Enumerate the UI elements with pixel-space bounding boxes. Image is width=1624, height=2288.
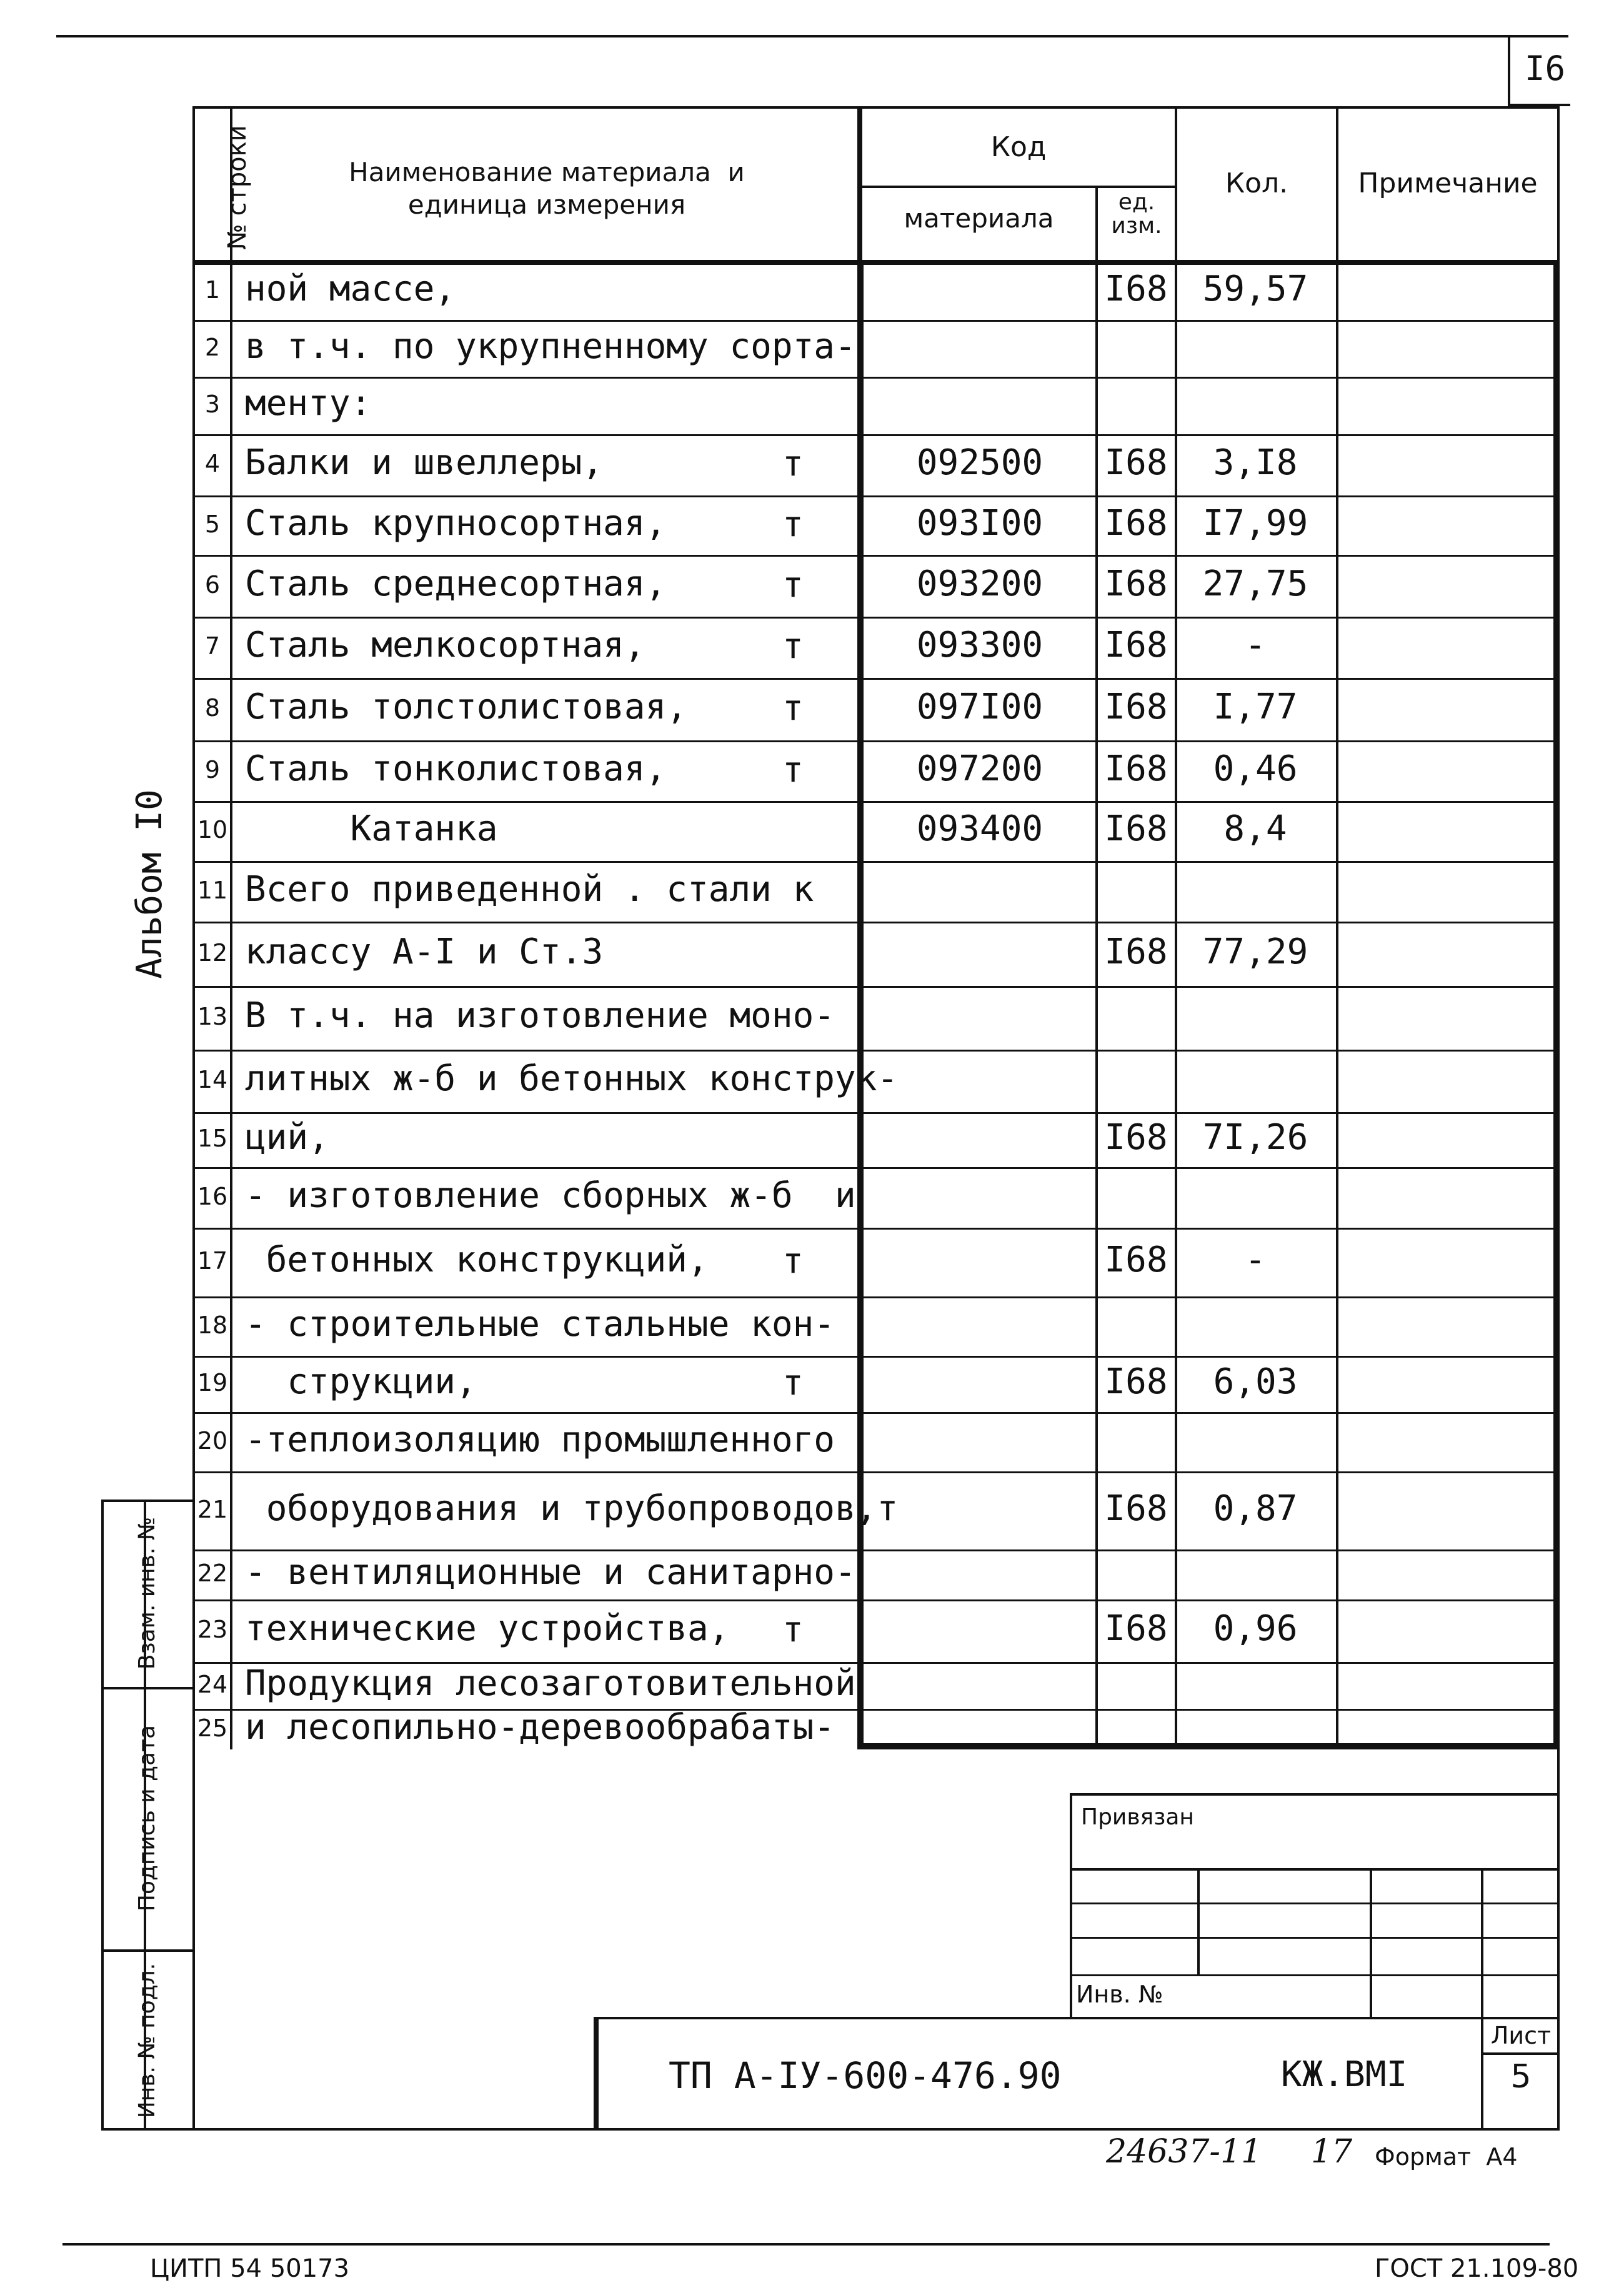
- row-separator: [192, 1599, 1560, 1601]
- material-name: Сталь мелкосортная,: [245, 625, 645, 665]
- row-separator: [192, 986, 1560, 988]
- inv-no-label: Инв. №: [1076, 1981, 1163, 2008]
- unit-code: I68: [1104, 1117, 1168, 1158]
- material-name: Балки и швеллеры,: [245, 442, 604, 483]
- unit-t: т: [782, 1363, 804, 1403]
- row-separator: [192, 1471, 1560, 1473]
- privyazan-row-4: [1070, 1974, 1560, 1976]
- unit-t: т: [782, 564, 804, 605]
- privyazan-col-3: [1481, 1868, 1483, 2018]
- privyazan-label: Привязан: [1081, 1804, 1194, 1830]
- stamp-vzam: Взам. инв. №: [134, 1516, 160, 1670]
- privyazan-row-1: [1070, 1868, 1560, 1871]
- stamp-top: [101, 1500, 194, 1502]
- doc-mark: КЖ.ВМI: [1281, 2054, 1408, 2095]
- material-name: Сталь тонколистовая,: [245, 748, 667, 789]
- quantity: 27,75: [1202, 563, 1308, 604]
- material-code: 092500: [916, 442, 1044, 483]
- page-number-box-line: [1508, 35, 1510, 105]
- unit-code: I68: [1104, 1488, 1168, 1529]
- quantity: I7,99: [1202, 502, 1308, 544]
- stamp-podpis: Подпись и дата: [134, 1724, 160, 1912]
- unit-code: I68: [1104, 502, 1168, 544]
- row-number: 1: [204, 276, 221, 304]
- album-label: Альбом I0: [129, 789, 170, 979]
- row-separator: [192, 1167, 1560, 1169]
- col-qty-line: [1336, 106, 1338, 1749]
- page-number: I6: [1525, 49, 1566, 88]
- row-number: 25: [197, 1714, 228, 1742]
- row-number: 18: [197, 1311, 228, 1339]
- unit-t: т: [782, 444, 804, 484]
- row-number: 2: [204, 333, 221, 361]
- heavy-frame-right: [1553, 260, 1560, 1749]
- bottom-frame: [192, 2128, 1560, 2131]
- quantity: I,77: [1213, 687, 1298, 727]
- row-separator: [192, 1112, 1560, 1114]
- row-separator: [192, 1228, 1560, 1230]
- row-number: 7: [204, 632, 221, 660]
- sheet-label-line: [1481, 2052, 1560, 2055]
- quantity: 0,96: [1213, 1608, 1298, 1649]
- quantity: 6,03: [1213, 1361, 1298, 1402]
- header-name: Наименование материала и единица измерения: [349, 157, 745, 220]
- material-name: струкции,: [245, 1361, 477, 1402]
- row-separator: [192, 678, 1560, 680]
- row-number: 21: [197, 1495, 228, 1523]
- unit-code: I68: [1104, 563, 1168, 604]
- unit-code: I68: [1104, 808, 1168, 849]
- quantity: 59,57: [1202, 269, 1308, 309]
- quantity: 0,87: [1213, 1488, 1298, 1529]
- row-number: 6: [204, 570, 221, 599]
- footer-line: [62, 2243, 1550, 2246]
- row-number: 22: [197, 1559, 228, 1587]
- title-block-top: [594, 2017, 1560, 2019]
- row-separator: [192, 434, 1560, 436]
- quantity: -: [1245, 625, 1266, 665]
- material-name: - строительные стальные кон-: [245, 1303, 835, 1345]
- top-frame-line: [56, 35, 1568, 37]
- row-separator: [192, 861, 1560, 863]
- material-name: классу А-I и Ст.3: [245, 931, 604, 972]
- unit-t: т: [782, 688, 804, 729]
- footer-left: ЦИТП 54 50173: [150, 2254, 350, 2283]
- row-separator: [192, 377, 1560, 379]
- quantity: 0,46: [1213, 748, 1298, 789]
- row-number: 19: [197, 1369, 228, 1396]
- row-separator: [192, 617, 1560, 619]
- header-note: Примечание: [1358, 167, 1538, 199]
- table-top: [192, 106, 1560, 109]
- privyazan-col-2: [1370, 1868, 1372, 2018]
- quantity: 77,29: [1202, 931, 1308, 972]
- doc-code: ТП А-IУ-600-476.90: [669, 2054, 1062, 2097]
- material-code: 093300: [916, 625, 1044, 665]
- unit-code: I68: [1104, 625, 1168, 665]
- material-name: технические устройства,: [245, 1608, 730, 1649]
- heavy-frame-bottom: [857, 1743, 1560, 1749]
- row-number: 24: [197, 1670, 228, 1698]
- material-name: оборудования и трубопроводов,т: [245, 1488, 899, 1529]
- material-name: ной массе,: [245, 269, 456, 309]
- row-number: 5: [204, 510, 221, 538]
- unit-t: т: [782, 1241, 804, 1281]
- material-name: -теплоизоляцию промышленного: [245, 1419, 835, 1460]
- row-separator: [192, 320, 1560, 322]
- privyazan-top: [1070, 1793, 1560, 1796]
- unit-code: I68: [1104, 1240, 1168, 1280]
- unit-code: I68: [1104, 442, 1168, 483]
- row-separator: [192, 1356, 1560, 1358]
- material-name: - вентиляционные и санитарно-: [245, 1552, 856, 1593]
- row-number: 11: [197, 876, 228, 904]
- unit-t: т: [782, 1609, 804, 1650]
- row-number: 15: [197, 1125, 228, 1152]
- quantity: 3,I8: [1213, 442, 1298, 483]
- handwritten-sheet: 17: [1311, 2133, 1353, 2171]
- material-name: В т.ч. на изготовление моно-: [245, 995, 835, 1036]
- header-qty: Кол.: [1225, 167, 1288, 199]
- row-separator: [192, 1549, 1560, 1551]
- material-name: бетонных конструкций,: [245, 1240, 709, 1280]
- code-subheader-line: [857, 186, 1176, 188]
- unit-code: I68: [1104, 269, 1168, 309]
- material-name: - изготовление сборных ж-б и: [245, 1175, 856, 1216]
- format-label: Формат А4: [1375, 2143, 1518, 2171]
- sheet-number: 5: [1510, 2058, 1532, 2096]
- material-name: литных ж-б и бетонных конструк-: [245, 1058, 899, 1099]
- header-code-material: материала: [904, 203, 1054, 234]
- material-code: 093200: [916, 563, 1044, 604]
- title-block-left: [594, 2017, 599, 2131]
- row-separator: [192, 740, 1560, 742]
- privyazan-col-1: [1197, 1868, 1200, 1974]
- row-separator: [192, 1296, 1560, 1298]
- material-code: 097I00: [916, 687, 1044, 727]
- material-name: Катанка: [245, 808, 498, 849]
- row-number: 4: [204, 450, 221, 477]
- material-name: Сталь среднесортная,: [245, 563, 667, 604]
- row-number: 20: [197, 1426, 228, 1455]
- material-name: Сталь крупносортная,: [245, 502, 667, 544]
- unit-code: I68: [1104, 931, 1168, 972]
- row-number: 23: [197, 1616, 228, 1643]
- row-separator: [192, 495, 1560, 497]
- material-code: 093I00: [916, 502, 1044, 544]
- unit-code: I68: [1104, 687, 1168, 727]
- header-code-unit: ед. изм.: [1111, 189, 1162, 239]
- row-separator: [192, 801, 1560, 803]
- unit-code: I68: [1104, 748, 1168, 789]
- row-separator: [192, 1412, 1560, 1414]
- row-number: 16: [197, 1182, 228, 1210]
- material-name: в т.ч. по укрупненному сорта-: [245, 326, 856, 367]
- row-number: 14: [197, 1066, 228, 1093]
- material-code: 093400: [916, 808, 1044, 849]
- unit-code: I68: [1104, 1608, 1168, 1649]
- row-number: 13: [197, 1003, 228, 1030]
- stamp-left: [101, 1500, 104, 2131]
- unit-code: I68: [1104, 1361, 1168, 1402]
- row-number: 17: [197, 1247, 228, 1275]
- handwritten-number: 24637-11: [1106, 2133, 1262, 2171]
- unit-t: т: [782, 749, 804, 790]
- row-number: 9: [204, 755, 221, 783]
- row-number: 12: [197, 938, 228, 967]
- quantity: 7I,26: [1202, 1117, 1308, 1158]
- quantity: -: [1245, 1240, 1266, 1280]
- material-name: ций,: [245, 1117, 329, 1158]
- privyazan-row-2: [1070, 1903, 1560, 1904]
- row-separator: [192, 1050, 1560, 1052]
- unit-t: т: [782, 504, 804, 545]
- material-name: Сталь толстолистовая,: [245, 687, 688, 727]
- header-bottom-line: [192, 260, 1560, 265]
- header-code: Код: [990, 131, 1047, 163]
- row-number: 3: [204, 390, 221, 418]
- material-name: Всего приведенной . стали к: [245, 868, 814, 910]
- unit-t: т: [782, 626, 804, 667]
- material-name: менту:: [245, 383, 372, 424]
- stamp-line-1: [101, 1687, 194, 1689]
- footer-right: ГОСТ 21.109-80: [1375, 2254, 1579, 2283]
- sheet-label: Лист: [1490, 2022, 1552, 2049]
- stamp-inv: Инв. № подл.: [134, 1962, 160, 2119]
- privyazan-row-3: [1070, 1937, 1560, 1939]
- row-separator: [192, 555, 1560, 557]
- row-number: 8: [204, 694, 221, 722]
- material-code: 097200: [916, 748, 1044, 789]
- material-name: и лесопильно-деревообрабаты-: [245, 1706, 835, 1748]
- header-row-no: № строки: [223, 125, 252, 250]
- privyazan-left: [1070, 1793, 1072, 2019]
- material-name: Продукция лесозаготовительной: [245, 1663, 856, 1704]
- row-number: 10: [197, 816, 228, 843]
- row-separator: [192, 922, 1560, 923]
- quantity: 8,4: [1223, 808, 1287, 849]
